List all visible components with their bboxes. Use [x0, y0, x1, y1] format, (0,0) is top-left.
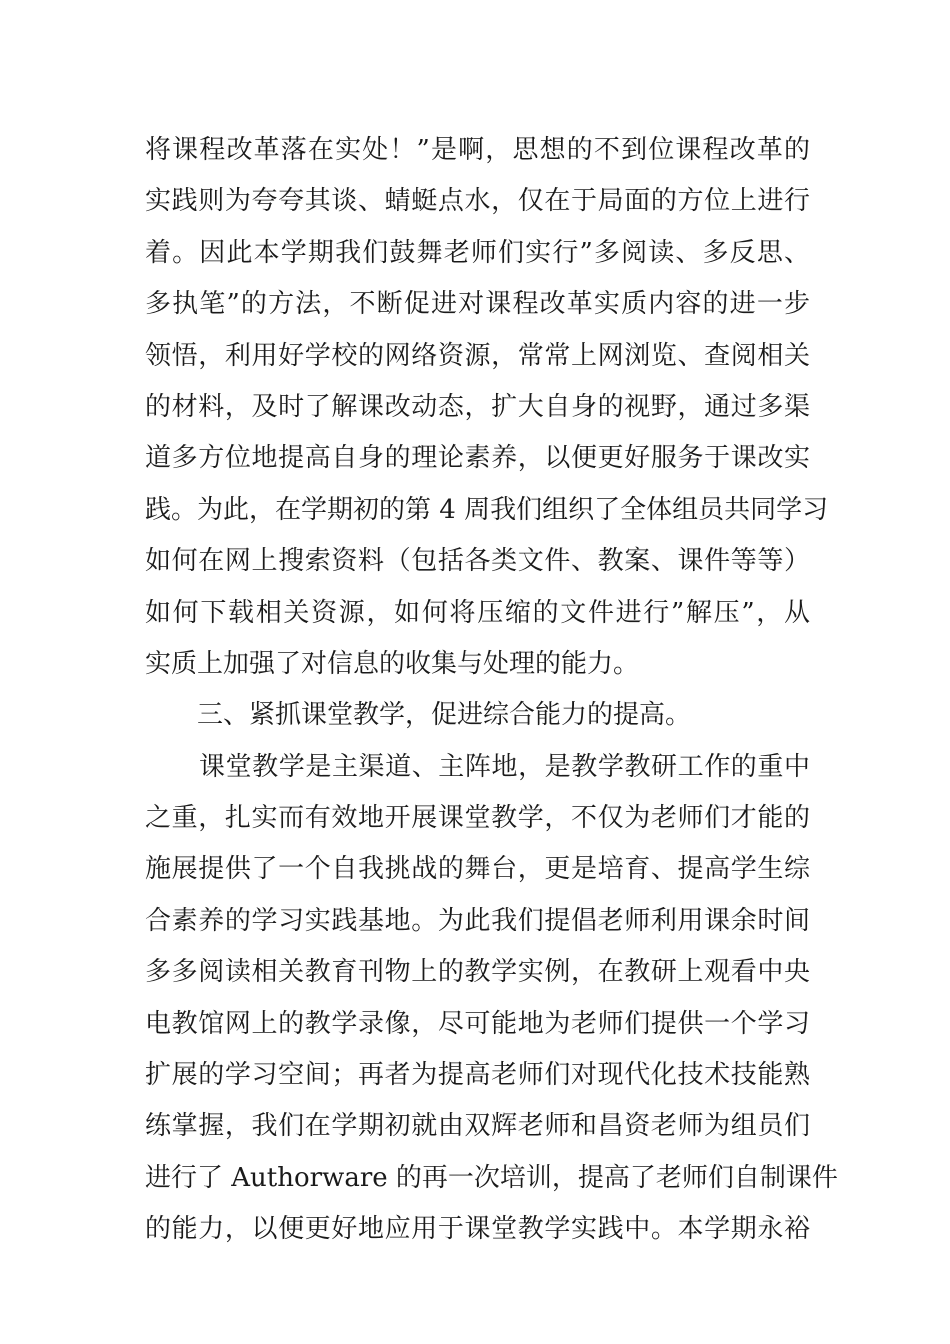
- text-line: 如何在网上搜索资料（包括各类文件、教案、课件等等）: [145, 546, 810, 577]
- section-heading: 三、紧抓课堂教学，促进综合能力的提高。: [197, 700, 692, 731]
- text-line: 的能力，以便更好地应用于课堂教学实践中。本学期永裕: [145, 1214, 810, 1245]
- body-text: [145, 128, 838, 1259]
- text-line: 如何下载相关资源，如何将压缩的文件进行”解压”，从: [145, 597, 810, 628]
- text-line: 的材料，及时了解课改动态，扩大自身的视野，通过多渠: [145, 391, 810, 422]
- text-line: 践。为此，在学期初的第 4 周我们组织了全体组员共同学习: [145, 494, 829, 525]
- text-line: 实践则为夸夸其谈、蜻蜓点水，仅在于局面的方位上进行: [145, 186, 810, 217]
- text-line: 实质上加强了对信息的收集与处理的能力。: [145, 648, 640, 679]
- text-line: 道多方位地提高自身的理论素养，以便更好服务于课改实: [145, 443, 810, 474]
- text-line: 领悟，利用好学校的网络资源，常常上网浏览、查阅相关: [145, 340, 810, 371]
- text-line: 进行了 Authorware 的再一次培训，提高了老师们自制课件: [145, 1162, 838, 1193]
- text-line: 之重，扎实而有效地开展课堂教学，不仅为老师们才能的: [145, 803, 810, 834]
- text-line: 合素养的学习实践基地。为此我们提倡老师利用课余时间: [145, 905, 810, 936]
- text-line: 施展提供了一个自我挑战的舞台，更是培育、提高学生综: [145, 854, 810, 885]
- text-line: 多执笔”的方法，不断促进对课程改革实质内容的进一步: [145, 289, 810, 320]
- text-line: 电教馆网上的教学录像，尽可能地为老师们提供一个学习: [145, 1008, 810, 1039]
- text-line: 将课程改革落在实处！”是啊，思想的不到位课程改革的: [145, 135, 810, 165]
- text-line: 着。因此本学期我们鼓舞老师们实行”多阅读、多反思、: [145, 237, 810, 268]
- text-line: 课堂教学是主渠道、主阵地，是教学教研工作的重中: [199, 751, 810, 782]
- text-line: 练掌握，我们在学期初就由双辉老师和昌资老师为组员们: [145, 1111, 810, 1142]
- text-line: 扩展的学习空间；再者为提高老师们对现代化技术技能熟: [145, 1060, 810, 1091]
- text-line: 多多阅读相关教育刊物上的教学实例，在教研上观看中央: [145, 957, 810, 988]
